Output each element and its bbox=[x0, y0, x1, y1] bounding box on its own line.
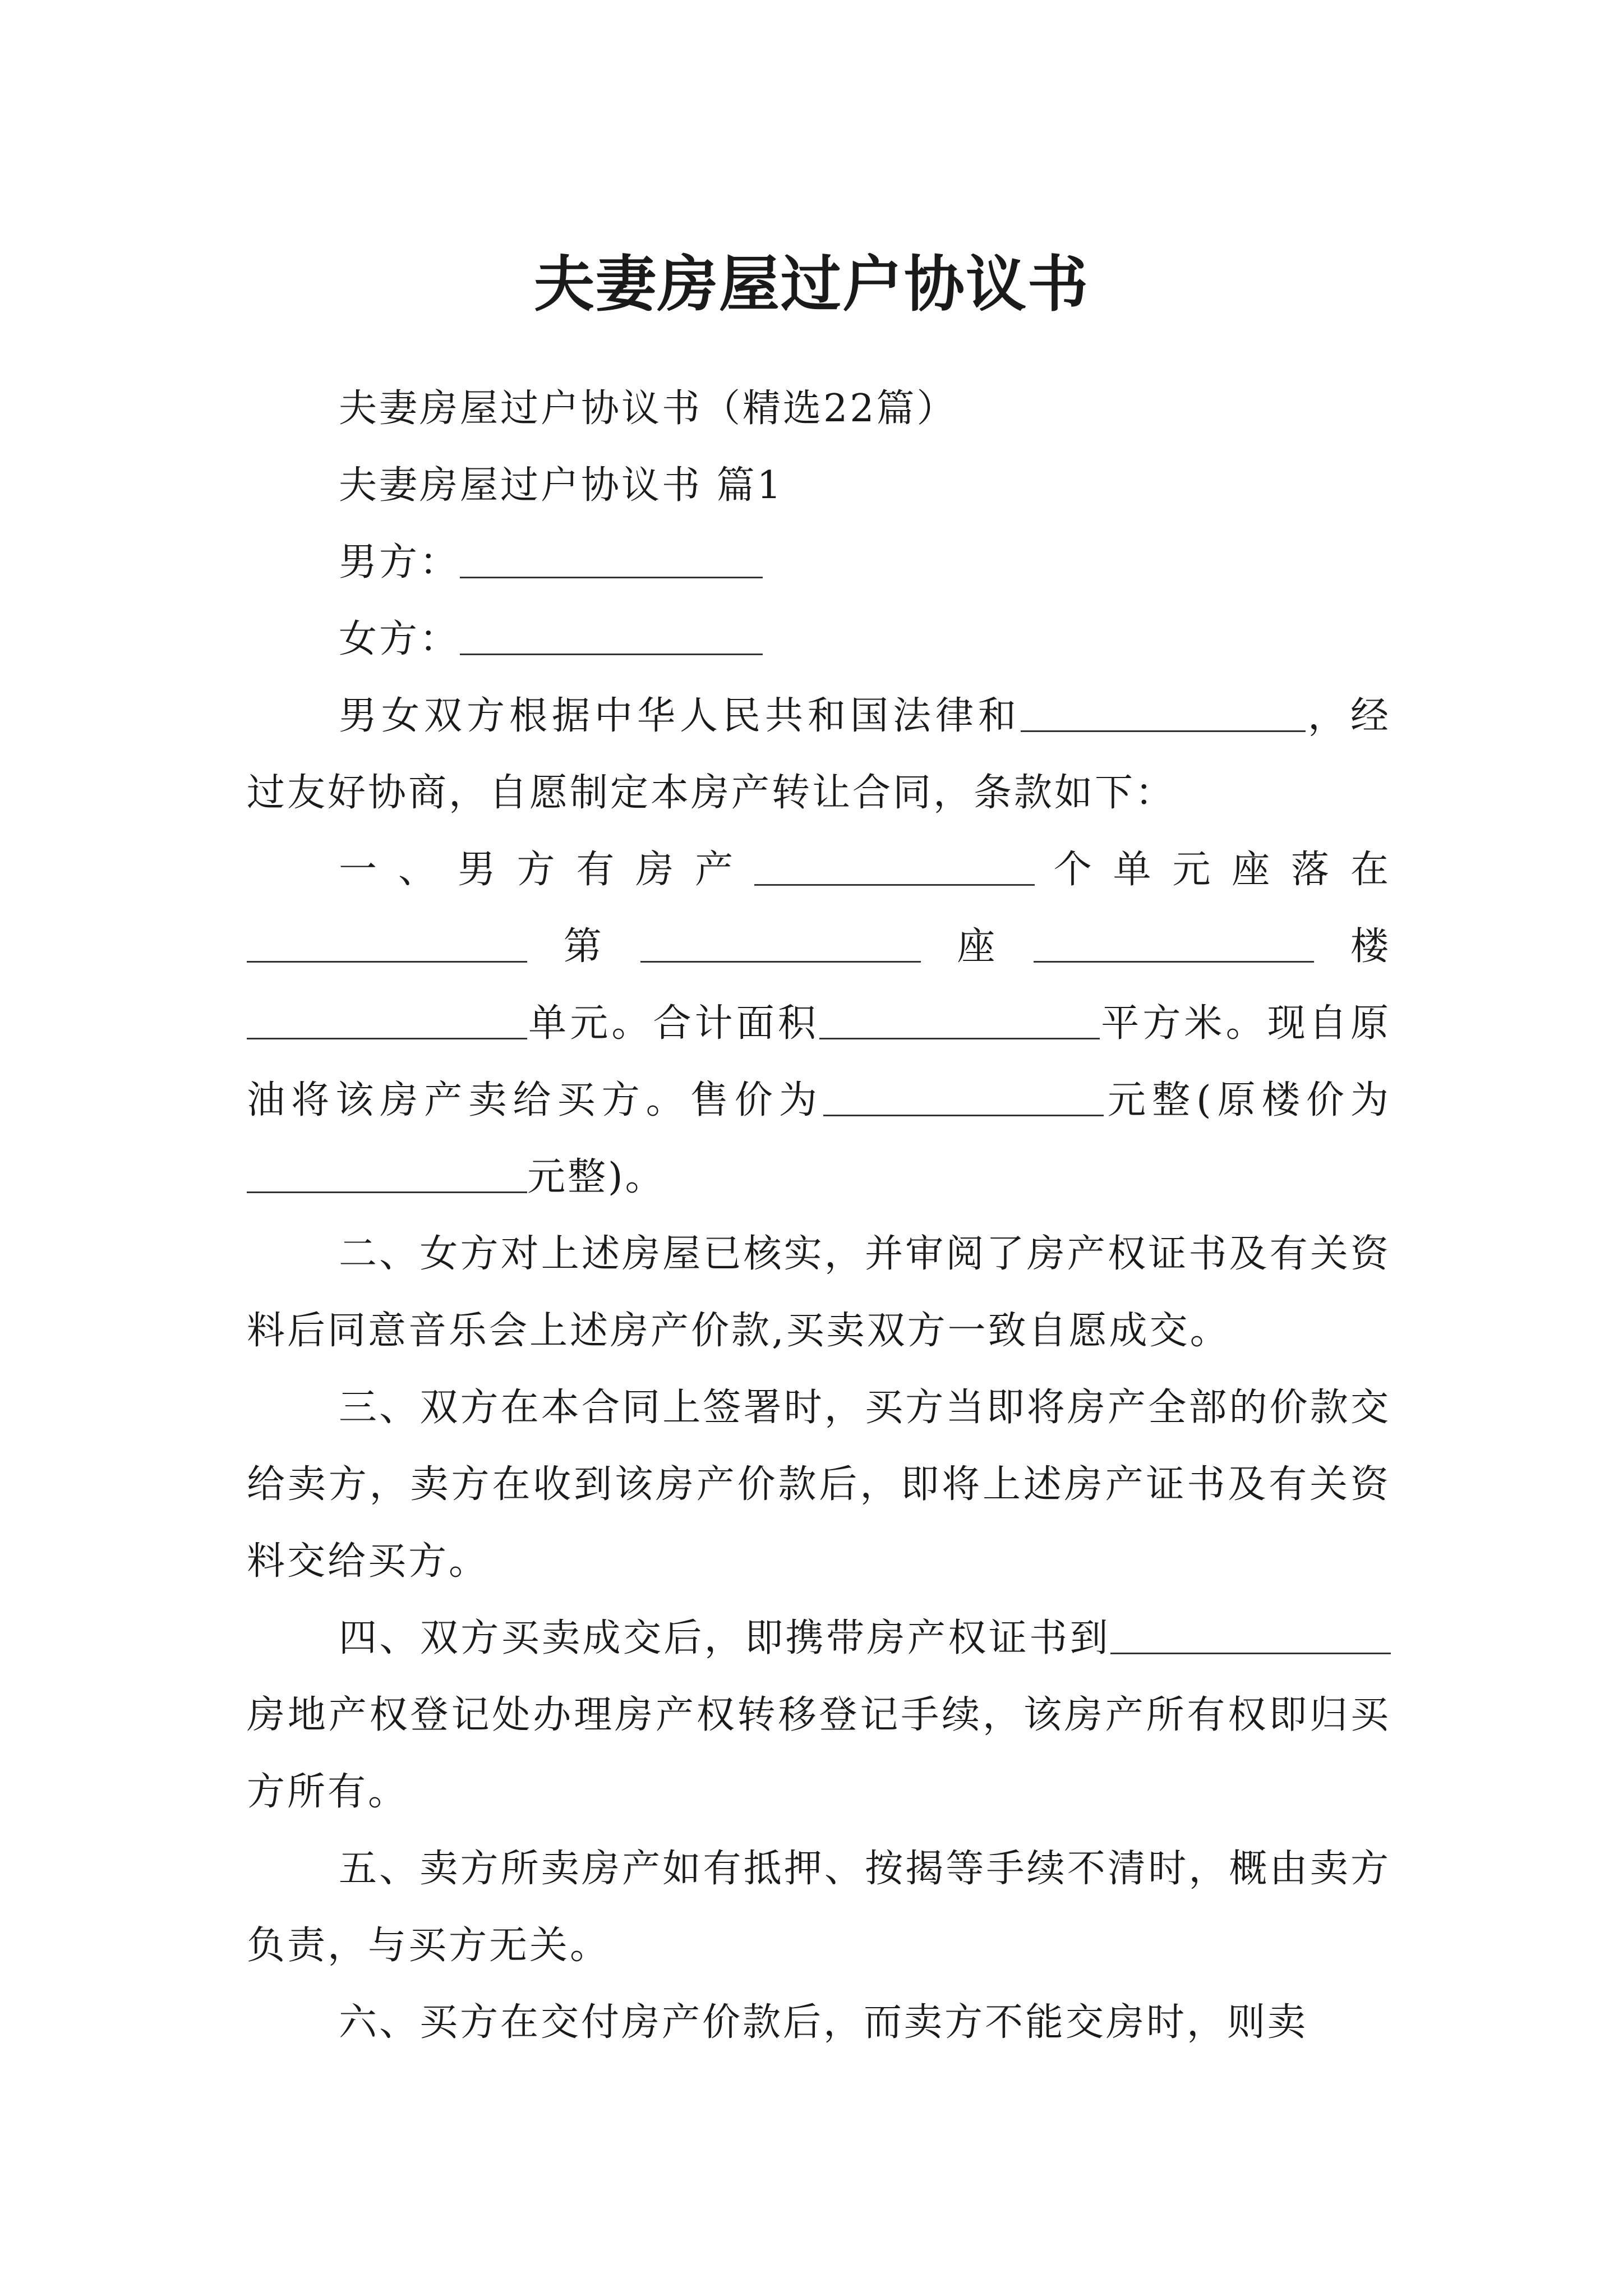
location-blank bbox=[247, 928, 527, 963]
clause-5: 五、卖方所卖房产如有抵押、按揭等手续不清时，概由卖方负责，与买方无关。 bbox=[247, 1847, 1391, 1968]
clause-6: 六、买方在交付房产价款后，而卖方不能交房时，则卖 bbox=[339, 2000, 1308, 2045]
clause-1-text-8: 元整(原楼价为 bbox=[1103, 1078, 1391, 1122]
clause-1-text-5: 楼 bbox=[1314, 924, 1391, 969]
intro-paragraph bbox=[247, 678, 1391, 831]
intro-text-2: ，经过友好协商，自愿制定本房产转让合同，条款如下： bbox=[247, 694, 1391, 815]
party-female-blank bbox=[460, 621, 763, 655]
clause-1-text-9: 元整)。 bbox=[527, 1155, 666, 1199]
clause-1-text-4: 座 bbox=[920, 924, 1034, 969]
block-blank bbox=[640, 928, 921, 963]
clause-4-text-2: 房地产权登记处办理房产权转移登记手续，该房产所有权即归买方所有。 bbox=[247, 1693, 1391, 1814]
original-price-blank bbox=[247, 1159, 527, 1193]
subtitle: 夫妻房屋过户协议书（精选22篇） bbox=[339, 386, 957, 431]
building-blank bbox=[1034, 928, 1314, 963]
document-title: 夫妻房屋过户协议书 bbox=[533, 249, 1089, 320]
party-male-line bbox=[247, 524, 1391, 601]
unit-blank bbox=[247, 1005, 527, 1039]
clause-1 bbox=[247, 831, 1391, 1216]
clause-1-text-7: 平方米。现自原油将该房产卖给买方。售价为 bbox=[247, 1001, 1391, 1122]
section-heading: 夫妻房屋过户协议书 篇1 bbox=[339, 463, 783, 508]
price-blank bbox=[823, 1082, 1104, 1116]
clause-1-text-6: 单元。合计面积 bbox=[527, 1001, 820, 1046]
clause-4 bbox=[247, 1600, 1391, 1830]
intro-text-1: 男女双方根据中华人民共和国法律和 bbox=[339, 694, 1021, 738]
area-blank bbox=[819, 1005, 1100, 1039]
clause-2: 二、女方对上述房屋已核实，并审阅了房产权证书及有关资料后同意音乐会上述房产价款,买卖双方一致自愿成交。 bbox=[247, 1232, 1391, 1353]
clause-1-text-3: 第 bbox=[527, 924, 640, 969]
party-female-label: 女方： bbox=[339, 617, 460, 661]
clause-3: 三、双方在本合同上签署时，买方当即将房产全部的价款交给卖方，卖方在收到该房产价款后，即将上述房产证书及有关资料交给买方。 bbox=[247, 1386, 1391, 1584]
clause-4-text-1: 四、双方买卖成交后，即携带房产权证书到 bbox=[339, 1616, 1110, 1660]
law-blank bbox=[1021, 698, 1306, 732]
party-male-blank bbox=[460, 544, 763, 578]
document-body bbox=[247, 370, 1391, 2061]
unit-count-blank bbox=[754, 852, 1035, 886]
clause-1-text-2: 个单元座落在 bbox=[1034, 848, 1391, 892]
party-male-label: 男方： bbox=[339, 540, 460, 585]
clause-1-text-1: 一、男方有房产 bbox=[339, 848, 754, 892]
registry-blank bbox=[1110, 1620, 1391, 1654]
party-female-line bbox=[247, 601, 1391, 678]
